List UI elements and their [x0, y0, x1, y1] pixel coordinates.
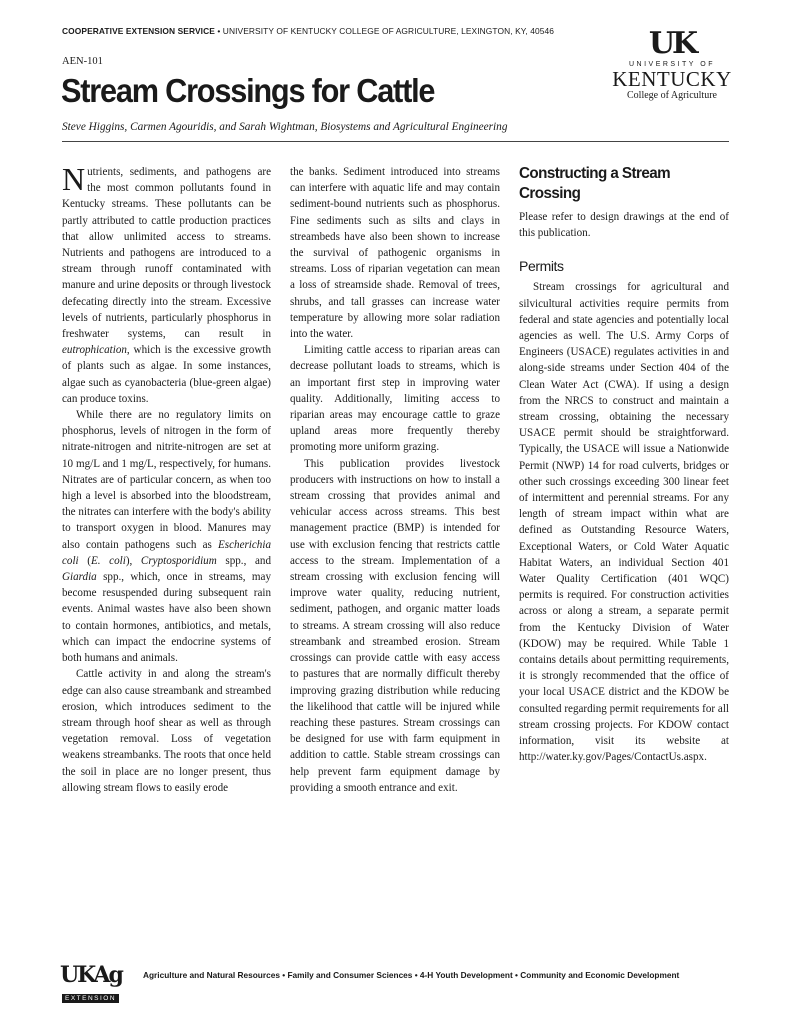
- footer-ukag-mark: UKAg: [60, 962, 122, 988]
- ukag-extension-logo: [60, 962, 130, 1002]
- nitrogen-text-a: While there are no regulatory limits on phosphorus, levels of nitrogen in the form of nitrate-nitrogen and nitrite-nitrogen are set at 10 mg/L and 1 mg/L, respectively, for humans. Nitrates are of particular concern, as when too high a level is absorbed into the bloodstream, the nitrates can interfere with the body's ability to transport oxygen in blood. Manures may also contain pathogens such as: [62, 409, 271, 551]
- intro-text-end: , which is the excessive growth of plants such as algae. In some instances, algae such as cyanobacteria (blue-green algae) can produce toxins.: [62, 344, 271, 405]
- section-heading-constructing: Constructing a Stream Crossing: [519, 165, 671, 202]
- banks-paragraph: the banks. Sediment introduced into streams can interfere with aquatic life and may contain sediment-bound nutrients such as phosphorus. Fine sediments such as silts and clays in streambeds have also been shown to increase the survival of pathogenic organisms in streams. Loss of riparian vegetation can mean a loss of streamside shade. Removal of trees, shrubs, and tall grasses can increase water temperature by allowing more solar radiation into the water.: [290, 166, 500, 341]
- authors-line: Steve Higgins, Carmen Agouridis, and Sarah Wightman, Biosystems and Agricultural Engineering: [62, 121, 508, 133]
- nitrogen-text-d: spp., and: [216, 554, 271, 567]
- logo-kentucky: KENTUCKY: [612, 67, 732, 91]
- title-divider: [62, 141, 729, 142]
- column-1: [62, 161, 271, 796]
- column-2: [290, 164, 500, 796]
- intro-text: utrients, sediments, and pathogens are the most common pollutants found in Kentucky streams. These pollutants can be partly attributed to cattle production practices that allow unlimited access to streams. Nutrients and pathogens are introduced to a stream through runoff contaminated with manure and urine deposits or through livestock defecating directly into the stream. Excessive levels of nutrients, particularly phosphorus in freshwater systems, can result in: [62, 166, 271, 341]
- logo-college: College of Agriculture: [627, 90, 717, 101]
- design-drawings-paragraph: Please refer to design drawings at the end of this publication.: [519, 211, 729, 240]
- intro-paragraph: [62, 161, 271, 407]
- publication-number: AEN-101: [62, 56, 103, 67]
- drop-cap: N: [62, 161, 86, 197]
- uk-college-logo: [612, 28, 732, 108]
- erosion-paragraph: Cattle activity in and along the stream's edge can also cause streambank and streambed erosion, which introduces sediment to the stream through hoof shear as well as through vegetation removal. Loss of vegetation weakens streambanks. The roots that once held the soil in place are no longer present, thus allowing stream flows to easily erode: [62, 668, 271, 794]
- nitrogen-italic-4: Giardia: [62, 571, 97, 584]
- header-university: • UNIVERSITY OF KENTUCKY COLLEGE OF AGRICULTURE, LEXINGTON, KY, 40546: [214, 26, 555, 36]
- logo-uk-mark: UK: [648, 26, 696, 61]
- limiting-access-paragraph: Limiting cattle access to riparian areas can decrease pollutant loads to streams, which is an important first step in improving water quality. Additionally, limiting access to riparian areas may encourage cattle to graze upland areas more frequently thereby promoting more uniform grazing.: [290, 344, 500, 454]
- nitrogen-text-c: ),: [125, 554, 141, 567]
- intro-italic: eutrophication: [62, 344, 127, 357]
- nitrogen-text-e: spp., which, once in streams, may become resuspended during subsequent rain events. Animal wastes have also been shown to contain hormones, antibiotics, and metals, which can impact the endocrine systems of both humans and animals.: [62, 571, 271, 665]
- nitrogen-italic-2: E. coli: [90, 554, 126, 567]
- footer-program-areas: Agriculture and Natural Resources • Family and Consumer Sciences • 4-H Youth Development • Community and Economic Development: [143, 970, 680, 980]
- permits-paragraph: Stream crossings for agricultural and silvicultural activities require permits from federal and state agencies and potentially local agencies as well. The U.S. Army Corps of Engineers (USACE) regulates activities in and along-side streams under Section 404 of the Clean Water Act (CWA). If using a design from the NRCS to construct and maintain a stream crossing, obtaining the necessary USACE permit should be straightforward. Typically, the USACE will issue a Nationwide Permit (NWP) 14 for road culverts, bridges or other such crossings exceeding 300 linear feet of intermittent and perennial streams. For any length of stream impact within what are defined as Outstanding Resource Waters, Exceptional Waters, or Cold Water Aquatic Habitat Waters, an individual Section 401 Water Quality Certification (401 WQC) permits is required. For construction activities across or along a stream, a separate permit from the Kentucky Division of Water (KDOW) may be required. While Table 1 contains details about permitting requirements, it is strongly recommended that the office of your local USACE district and the KDOW be consulted regarding permit requirements for all stream crossing projects. For KDOW contact information, visit its website at http://water.ky.gov/Pages/ContactUs.aspx.: [519, 281, 729, 764]
- nitrogen-italic-3: Cryptosporidium: [140, 554, 217, 567]
- nitrogen-italic-1: Escherichia coli: [62, 538, 271, 567]
- nitrogen-text-b: (: [78, 554, 91, 567]
- header-cooperative: COOPERATIVE EXTENSION SERVICE: [62, 26, 215, 36]
- logo-university-of: UNIVERSITY OF: [628, 61, 716, 68]
- column-3: [519, 164, 729, 766]
- header-institution-line: [62, 26, 554, 36]
- footer-extension-badge: EXTENSION: [62, 994, 119, 1003]
- page-title: Stream Crossings for Cattle: [61, 72, 435, 109]
- section-heading-permits: Permits: [519, 258, 564, 275]
- publication-purpose-paragraph: This publication provides livestock producers with instructions on how to install a stream crossing that provides animal and vehicular access across streams. This best management practice (BMP) is intended for use with exclusion fencing that restricts cattle access to the stream. Implementation of a stream crossing with exclusion fencing will improve water quality, reducing nutrient, sediment, pathogen, and organic matter loads to streams. A stream crossing will also reduce streambank and streambed erosion. Stream crossings can provide cattle with easy access to pastures that are normally difficult thereby improving grazing distribution while reducing the likelihood that cattle will be injured while reaching these pastures. Stream crossings can be designed for use with farm equipment in addition to cattle. Stable stream crossings can help prevent farm equipment damage by providing a smooth entrance and exit.: [290, 457, 500, 794]
- nitrogen-paragraph: [62, 407, 271, 666]
